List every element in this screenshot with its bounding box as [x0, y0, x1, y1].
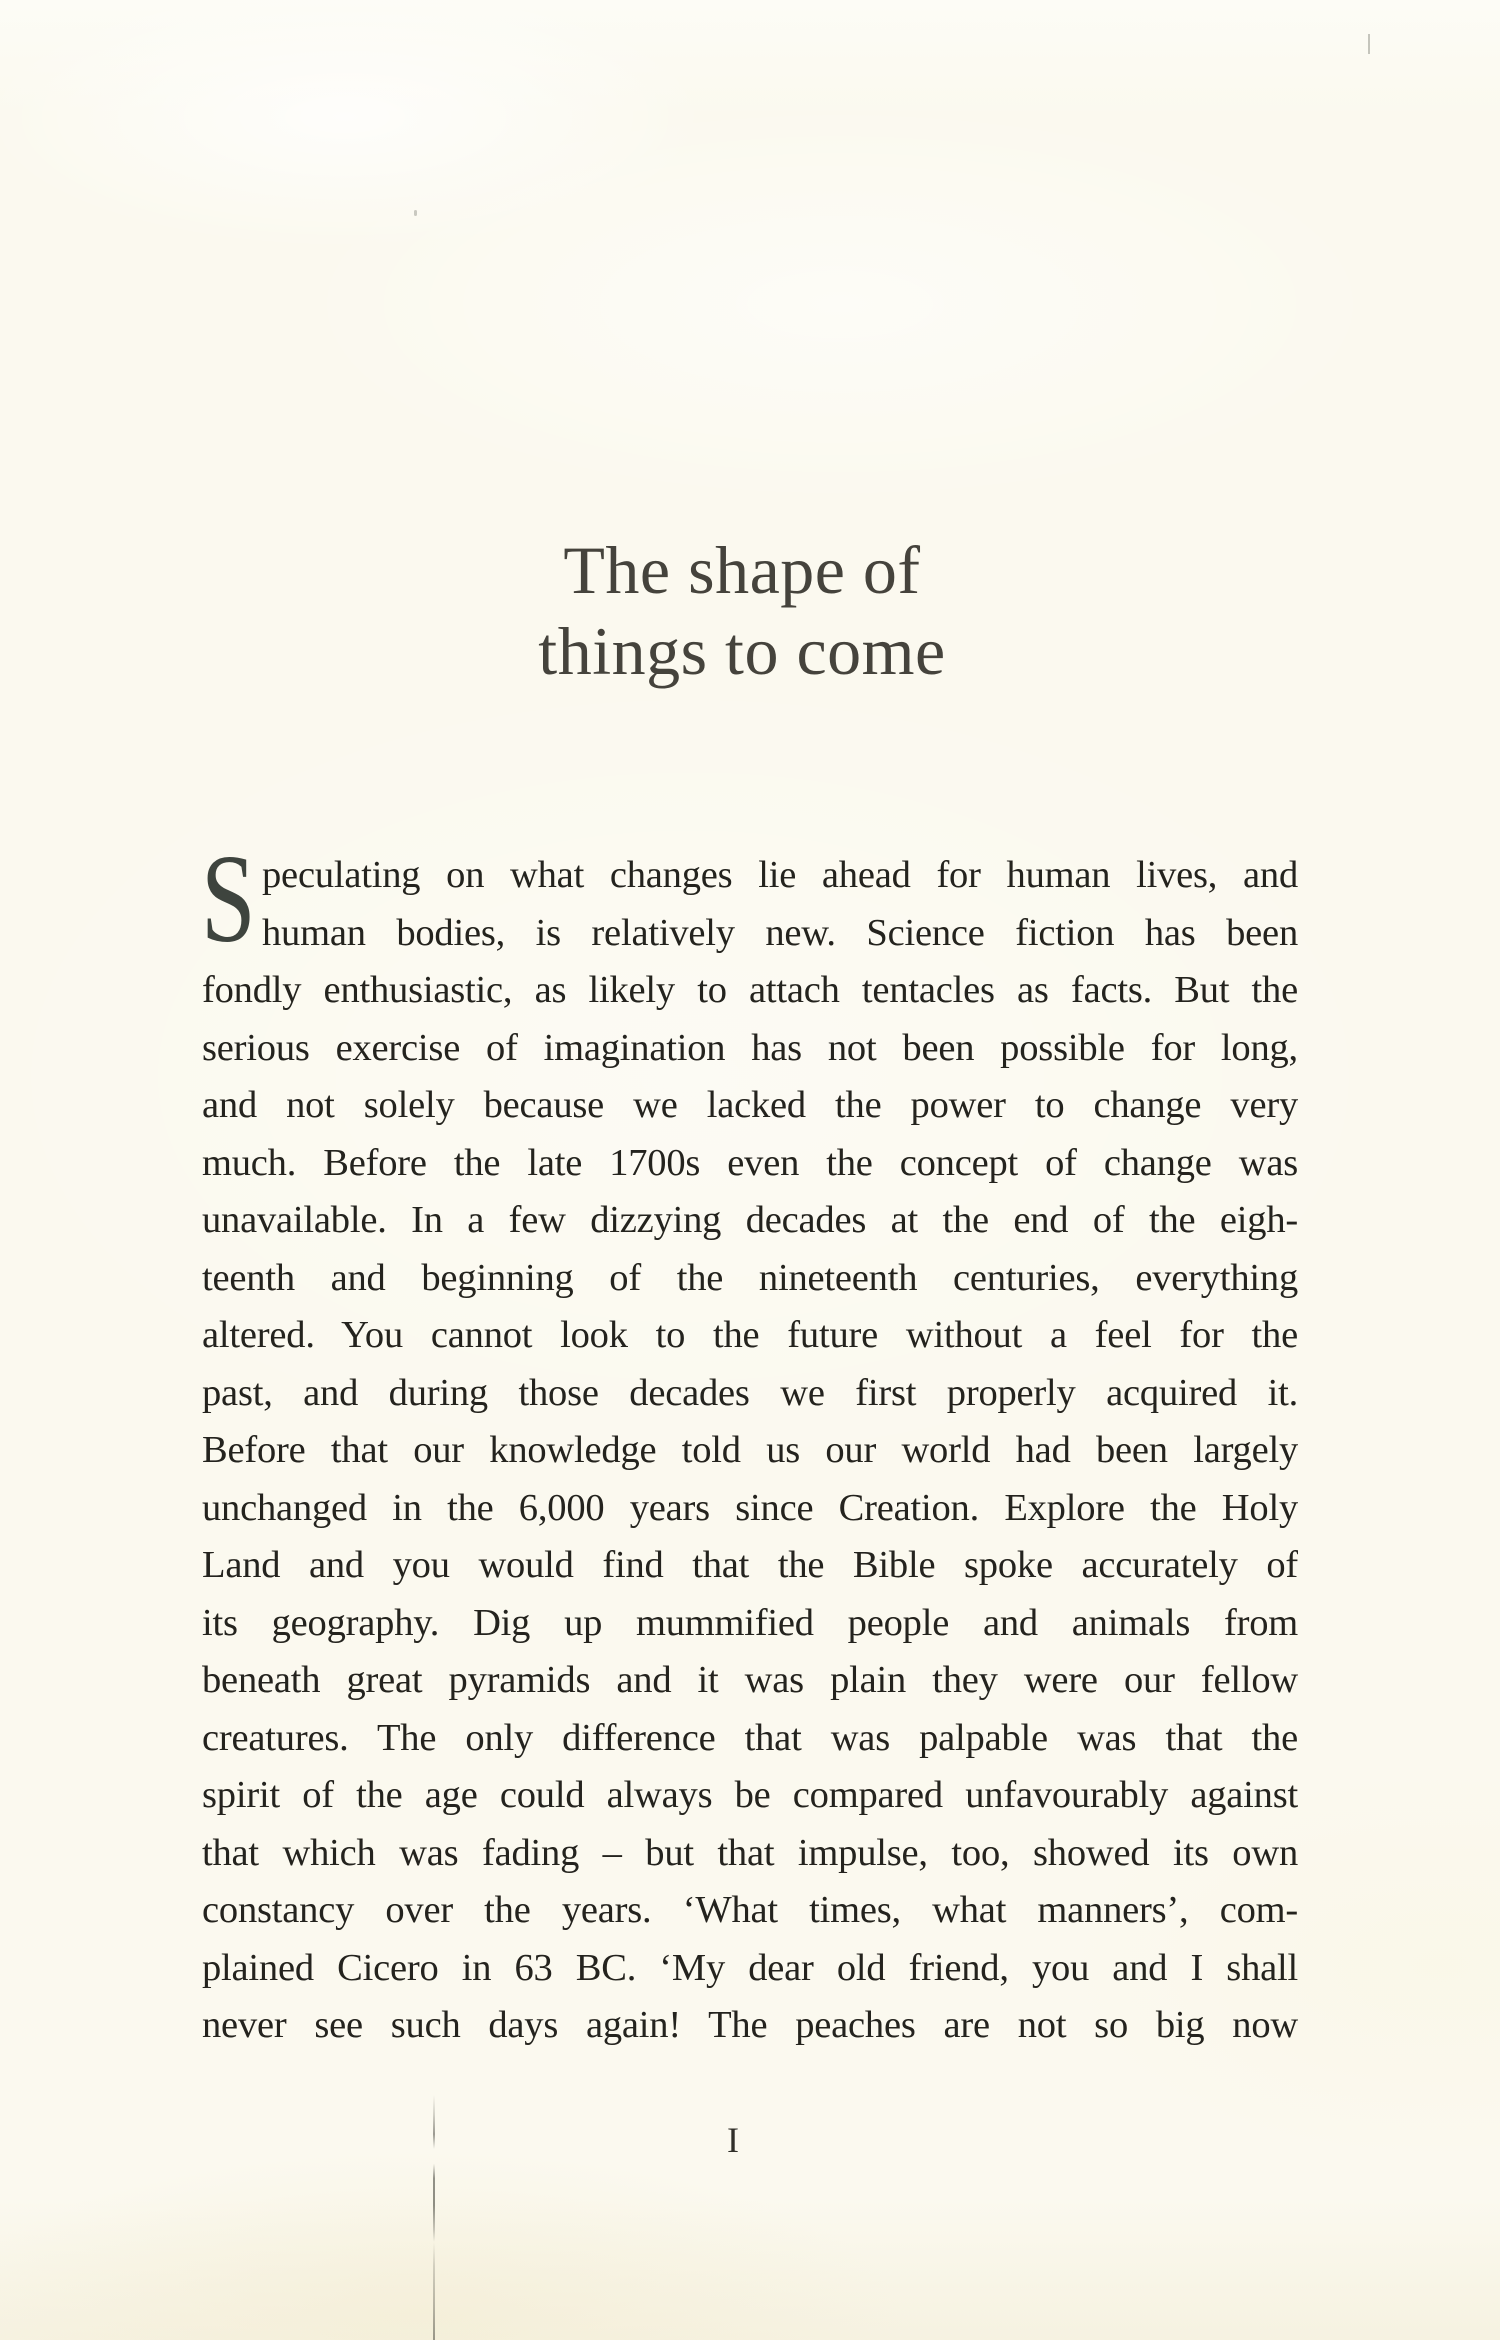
text-line: never see such days again! The peaches are not so big now [202, 2004, 1298, 2046]
scan-edge-mark [1368, 34, 1370, 54]
text-line: serious exercise of imagination has not been possible for long, [202, 1026, 1298, 1069]
scan-scratch-mark [433, 2095, 435, 2340]
text-line: altered. You cannot look to the future without a feel for the [202, 1314, 1298, 1356]
text-line: creatures. The only difference that was palpable was that the [202, 1716, 1298, 1759]
paragraph [201, 830, 1298, 2055]
text-line: much. Before the late 1700s even the concept of change was [202, 1141, 1298, 1184]
text-line: past, and during those decades we first properly acquired it. [202, 1371, 1298, 1414]
text-line: unavailable. In a few dizzying decades at the end of the eigh- [202, 1199, 1298, 1241]
chapter-title-line-1: The shape of [563, 532, 921, 608]
text-line: spirit of the age could always be compared unfavourably against [202, 1774, 1298, 1816]
scan-speck [414, 210, 417, 216]
text-line: its geography. Dig up mummified people and animals from [202, 1601, 1298, 1644]
text-line: Before that our knowledge told us our world had been largely [202, 1429, 1298, 1471]
text-line: fondly enthusiastic, as likely to attach tentacles as facts. But the [202, 969, 1298, 1011]
drop-cap-letter: S [201, 830, 256, 969]
text-line: beneath great pyramids and it was plain they were our fellow [202, 1659, 1298, 1701]
text-line: unchanged in the 6,000 years since Creation. Explore the Holy [202, 1486, 1298, 1529]
text-line: that which was fading – but that impulse, too, showed its own [202, 1831, 1298, 1874]
text-line: human bodies, is relatively new. Science fiction has been [262, 911, 1298, 954]
text-line: and not solely because we lacked the power to change very [202, 1084, 1298, 1126]
text-line: peculating on what changes lie ahead for human lives, and [262, 854, 1298, 896]
text-line: Land and you would find that the Bible spoke accurately of [202, 1544, 1298, 1586]
text-line: plained Cicero in 63 BC. ‘My dear old friend, you and I shall [202, 1946, 1298, 1989]
chapter-title-line-2: things to come [538, 613, 946, 689]
text-line: constancy over the years. ‘What times, what manners’, com- [202, 1889, 1298, 1931]
text-line: teenth and beginning of the nineteenth centuries, everything [202, 1256, 1298, 1299]
chapter-title [194, 530, 1290, 692]
drop-cap [201, 830, 262, 969]
page-number: I [727, 2120, 739, 2160]
